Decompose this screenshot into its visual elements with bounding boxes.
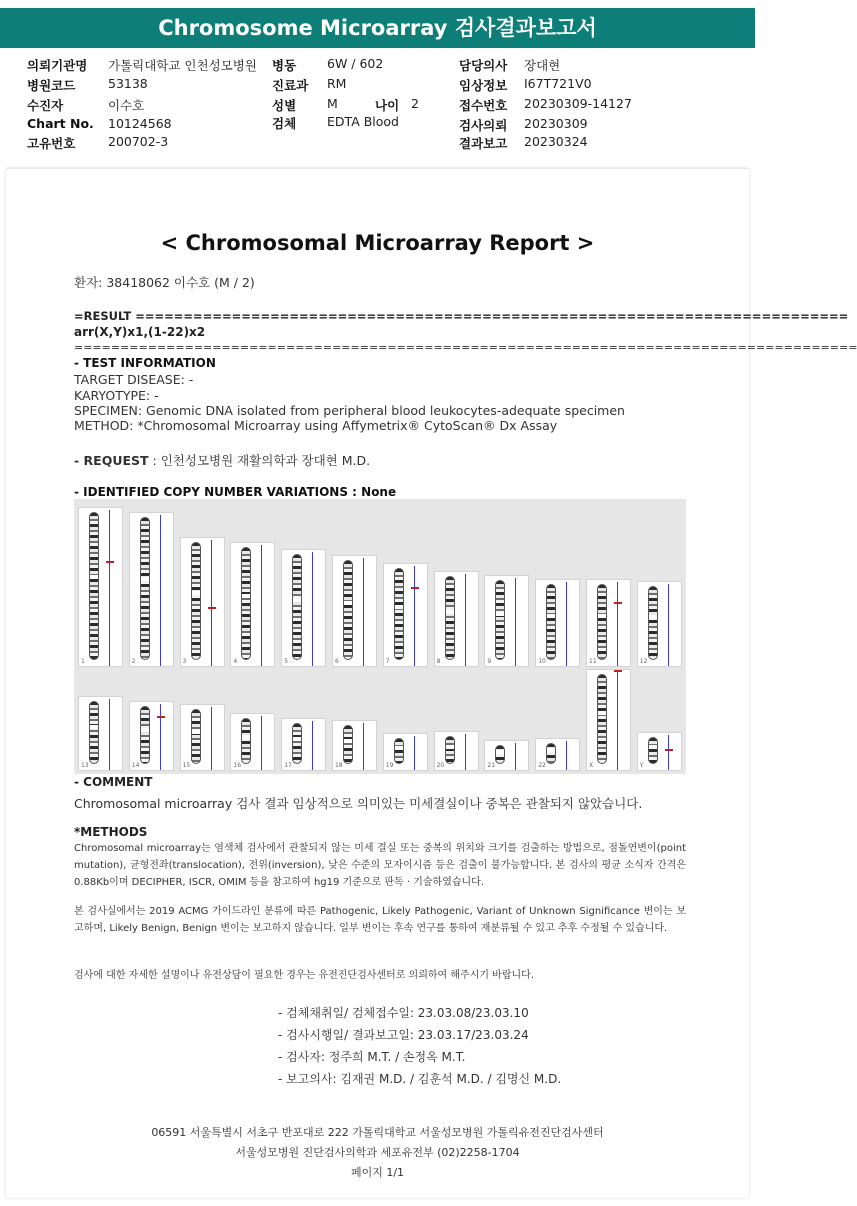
- sign-line-4: - 보고의사: 김재권 M.D. / 김훈석 M.D. / 김명신 M.D.: [278, 1072, 562, 1086]
- chromosome-band: [648, 737, 658, 764]
- chromosome-21: [484, 740, 529, 771]
- methods-paragraph-2: 본 검사실에서는 2019 ACMG 가이드라인 분류에 따른 Pathogenic, Likely Pathogenic, Variant of Unknown Significance 변이는 보고하며, Likely Benign, Benign 변이는 보고하지 않습니다. 일부 변이는 후속 연구를 통하여 재분류될 수 있고 추후 수정될 수 있습니다.: [74, 906, 686, 934]
- chromosome-2: [129, 512, 174, 667]
- copy-number-baseline: [211, 540, 212, 666]
- sign-line-2: - 검사시행일/ 결과보고일: 23.03.17/23.03.24: [278, 1028, 529, 1042]
- centromere: [344, 601, 352, 605]
- chromosome-11: [586, 579, 631, 667]
- centromere: [192, 591, 200, 595]
- specimen-value: EDTA Blood: [327, 114, 399, 129]
- cnv-marker: [157, 716, 165, 718]
- copy-number-baseline: [312, 721, 313, 770]
- chromosome-13: [78, 696, 123, 771]
- chromosome-number: 13: [81, 762, 89, 769]
- centromere: [141, 577, 149, 581]
- chart-no-value: 10124568: [108, 116, 172, 131]
- copy-number-baseline: [617, 582, 618, 666]
- centromere: [90, 725, 98, 729]
- ward-label: 병동: [272, 58, 297, 73]
- chromosome-15: [180, 704, 225, 771]
- hospital-code-label: 병원코드: [27, 78, 76, 93]
- chromosome-14: [129, 701, 174, 771]
- examinee-value: 이수호: [108, 98, 145, 113]
- centromere: [446, 610, 454, 614]
- copy-number-baseline: [109, 510, 110, 666]
- centromere: [395, 605, 403, 609]
- specimen-label: 검체: [272, 116, 297, 131]
- chromosome-9: [484, 575, 529, 667]
- result-value: arr(X,Y)x1,(1-22)x2: [74, 325, 206, 339]
- cnv-marker: [614, 670, 622, 672]
- age-label: 나이: [375, 98, 400, 113]
- doctor-label: 담당의사: [459, 58, 508, 73]
- chromosome-number: 22: [538, 762, 546, 769]
- karyogram: [74, 499, 686, 774]
- report-page: [6, 168, 857, 1198]
- chromosome-band: [89, 701, 99, 764]
- chromosome-3: [180, 537, 225, 667]
- centromere: [141, 728, 149, 732]
- request-date-value: 20230309: [524, 116, 588, 131]
- methods-header: *METHODS: [74, 825, 148, 839]
- comment-text: Chromosomal microarray 검사 결과 임상적으로 의미있는 미세결실이나 중복은 관찰되지 않았습니다.: [74, 796, 643, 811]
- sign-line-3: - 검사자: 정주희 M.T. / 손정옥 M.T.: [278, 1050, 466, 1064]
- chromosome-band: [140, 517, 150, 660]
- receipt-no-label: 접수번호: [459, 98, 508, 113]
- request-date-label: 검사의뢰: [459, 118, 508, 133]
- centromere: [293, 598, 301, 602]
- cnv-marker: [411, 587, 419, 589]
- chromosome-number: 3: [182, 658, 187, 665]
- chromosome-22: [535, 738, 580, 771]
- chromosome-10: [535, 579, 580, 667]
- chromosome-7: [383, 563, 428, 667]
- chromosome-band: [394, 738, 404, 764]
- copy-number-baseline: [363, 558, 364, 666]
- chromosome-number: 17: [284, 762, 292, 769]
- centromere: [192, 730, 200, 734]
- chromosome-Y: [637, 732, 682, 771]
- chromosome-band: [648, 586, 658, 660]
- chromosome-number: 21: [487, 762, 496, 769]
- institution-label: 의뢰기관명: [27, 58, 88, 73]
- chromosome-12: [637, 581, 682, 667]
- chromosome-band: [495, 745, 505, 764]
- institution-value: 가톨릭대학교 인천성모병원: [108, 58, 257, 73]
- chromosome-number: 20: [436, 762, 445, 769]
- chromosome-20: [434, 731, 479, 771]
- chromosome-8: [434, 571, 479, 667]
- chromosome-number: Y: [639, 762, 644, 769]
- chromosome-number: 16: [233, 762, 242, 769]
- chromosome-band: [241, 718, 251, 764]
- chromosome-6: [332, 555, 377, 667]
- centromere: [598, 711, 606, 715]
- report-date-label: 결과보고: [459, 136, 508, 151]
- copy-number-baseline: [566, 582, 567, 666]
- report-date-value: 20230324: [524, 134, 588, 149]
- chromosome-number: 4: [233, 658, 238, 665]
- centromere: [242, 735, 250, 739]
- copy-number-baseline: [566, 741, 567, 770]
- copy-number-baseline: [261, 716, 262, 770]
- cnv-header: - IDENTIFIED COPY NUMBER VARIATIONS : None: [74, 485, 397, 499]
- request-line: [74, 451, 370, 469]
- test-info-header: - TEST INFORMATION: [74, 356, 216, 370]
- chromosome-number: 5: [284, 658, 289, 665]
- centromere: [547, 748, 555, 752]
- chromosome-band: [292, 554, 302, 660]
- cnv-marker: [665, 749, 673, 751]
- methods-paragraph-1: Chromosomal microarray는 염색체 검사에서 관찰되지 않는 미세 결실 또는 중복의 위치와 크기를 검출하는 방법으로, 점돌연변이(point mutation), 균형전좌(translocation), 전위(inversion), 낮은 수준의 모자이시즘 등은 검출이 불가능합니다. 본 검사의 평균 소식자 간격은 0.88Kb이며 DECIPHER, ISCR, OMIM 등을 참고하여 hg19 기준으로 판독 · 기술하였습니다.: [74, 843, 686, 888]
- copy-number-baseline: [515, 578, 516, 666]
- result-divider: =====================================================================================: [74, 341, 857, 354]
- chromosome-number: 11: [589, 658, 597, 665]
- chromosome-number: 8: [436, 658, 441, 665]
- report-title: < Chromosomal Microarray Report >: [160, 231, 595, 255]
- copy-number-baseline: [160, 704, 161, 770]
- chromosome-19: [383, 733, 428, 771]
- chromosome-4: [230, 542, 275, 667]
- karyotype: KARYOTYPE: -: [74, 388, 159, 403]
- copy-number-baseline: [414, 736, 415, 770]
- chromosome-band: [597, 674, 607, 764]
- copy-number-baseline: [668, 584, 669, 666]
- centromere: [547, 614, 555, 618]
- centromere: [446, 745, 454, 749]
- chromosome-band: [191, 542, 201, 660]
- copy-number-baseline: [109, 699, 110, 770]
- clinical-info-value: I67T721V0: [524, 76, 592, 91]
- examinee-label: 수진자: [27, 98, 64, 113]
- chromosome-number: 12: [639, 658, 648, 665]
- patient-info-grid: [0, 52, 755, 152]
- request-label: - REQUEST: [74, 453, 149, 468]
- chromosome-5: [281, 549, 326, 667]
- chromosome-band: [343, 560, 353, 660]
- chromosome-number: 6: [335, 658, 339, 665]
- copy-number-baseline: [414, 566, 415, 666]
- target-disease: TARGET DISEASE: -: [74, 372, 194, 387]
- centromere: [649, 615, 657, 619]
- chromosome-band: [546, 584, 556, 660]
- request-value: : 인천성모병원 재활의학과 장대현 M.D.: [148, 453, 371, 468]
- chromosome-number: 9: [487, 658, 492, 665]
- chromosome-band: [241, 547, 251, 660]
- result-label: =RESULT ==========================================================================: [74, 309, 849, 323]
- chromosome-number: 1: [81, 658, 85, 665]
- sex-label: 성별: [272, 98, 297, 113]
- centromere: [90, 575, 98, 579]
- copy-number-baseline: [312, 552, 313, 666]
- chromosome-number: 7: [385, 658, 390, 665]
- sign-line-1: - 검체채취일/ 검체접수일: 23.03.08/23.03.10: [278, 1006, 529, 1020]
- chromosome-number: 14: [131, 762, 140, 769]
- chromosome-band: [394, 568, 404, 660]
- specimen-text: SPECIMEN: Genomic DNA isolated from peripheral blood leukocytes-adequate specimen: [74, 403, 625, 418]
- hospital-code-value: 53138: [108, 76, 148, 91]
- copy-number-baseline: [363, 723, 364, 770]
- chromosome-band: [343, 725, 353, 764]
- copy-number-baseline: [211, 707, 212, 770]
- chromosome-number: 19: [385, 762, 394, 769]
- methods-paragraph-3: 검사에 대한 자세한 설명이나 유전상담이 필요한 경우는 유전진단검사센터로 의뢰하여 해주시기 바랍니다.: [74, 970, 535, 981]
- centromere: [293, 737, 301, 741]
- patient-line: 환자: 38418062 이수호 (M / 2): [74, 275, 255, 290]
- footer-address: 06591 서울특별시 서초구 반포대로 222 가톨릭대학교 서울성모병원 가톨릭유전진단검사센터: [151, 1126, 604, 1139]
- method-text: METHOD: *Chromosomal Microarray using Affymetrix® CytoScan® Dx Assay: [74, 418, 558, 433]
- page-number: 페이지 1/1: [350, 1166, 405, 1179]
- chromosome-number: 10: [538, 658, 546, 665]
- comment-header: - COMMENT: [74, 775, 153, 789]
- copy-number-baseline: [668, 735, 669, 770]
- copy-number-baseline: [465, 734, 466, 770]
- chromosome-band: [89, 512, 99, 660]
- copy-number-baseline: [515, 743, 516, 770]
- copy-number-baseline: [617, 672, 618, 770]
- doctor-value: 장대현: [524, 58, 561, 73]
- chromosome-band: [140, 706, 150, 764]
- centromere: [598, 614, 606, 618]
- sex-value: M: [327, 96, 338, 111]
- chromosome-1: [78, 507, 123, 667]
- chromosome-band: [191, 709, 201, 764]
- chromosome-number: 18: [335, 762, 343, 769]
- copy-number-baseline: [160, 515, 161, 666]
- unique-no-label: 고유번호: [27, 136, 76, 151]
- footer-department: 서울성모병원 진단검사의학과 세포유전부 (02)2258-1704: [235, 1146, 520, 1159]
- chromosome-18: [332, 720, 377, 771]
- chromosome-17: [281, 718, 326, 771]
- centromere: [242, 594, 250, 598]
- copy-number-baseline: [465, 574, 466, 666]
- cnv-marker: [106, 561, 114, 563]
- department-value: RM: [327, 76, 347, 91]
- chromosome-number: 2: [131, 658, 136, 665]
- centromere: [496, 750, 504, 754]
- receipt-no-value: 20230309-14127: [524, 96, 632, 111]
- centromere: [395, 746, 403, 750]
- chromosome-band: [445, 576, 455, 660]
- chromosome-band: [495, 580, 505, 660]
- centromere: [649, 745, 657, 749]
- centromere: [496, 612, 504, 616]
- department-label: 진료과: [272, 78, 309, 93]
- report-header-title: Chromosome Microarray 검사결과보고서: [0, 8, 755, 48]
- centromere: [344, 739, 352, 743]
- copy-number-baseline: [261, 545, 262, 666]
- chromosome-16: [230, 713, 275, 771]
- chromosome-band: [546, 743, 556, 764]
- cnv-marker: [208, 607, 216, 609]
- chromosome-number: X: [589, 762, 594, 769]
- clinical-info-label: 임상정보: [459, 78, 508, 93]
- ward-value: 6W / 602: [327, 56, 384, 71]
- cnv-marker: [614, 602, 622, 604]
- unique-no-value: 200702-3: [108, 134, 169, 149]
- chromosome-number: 15: [182, 762, 191, 769]
- chromosome-X: [586, 669, 631, 771]
- chart-no-label: Chart No.: [27, 116, 94, 131]
- chromosome-band: [597, 584, 607, 660]
- chromosome-band: [445, 736, 455, 764]
- chromosome-band: [292, 723, 302, 764]
- age-value: 2: [411, 96, 419, 111]
